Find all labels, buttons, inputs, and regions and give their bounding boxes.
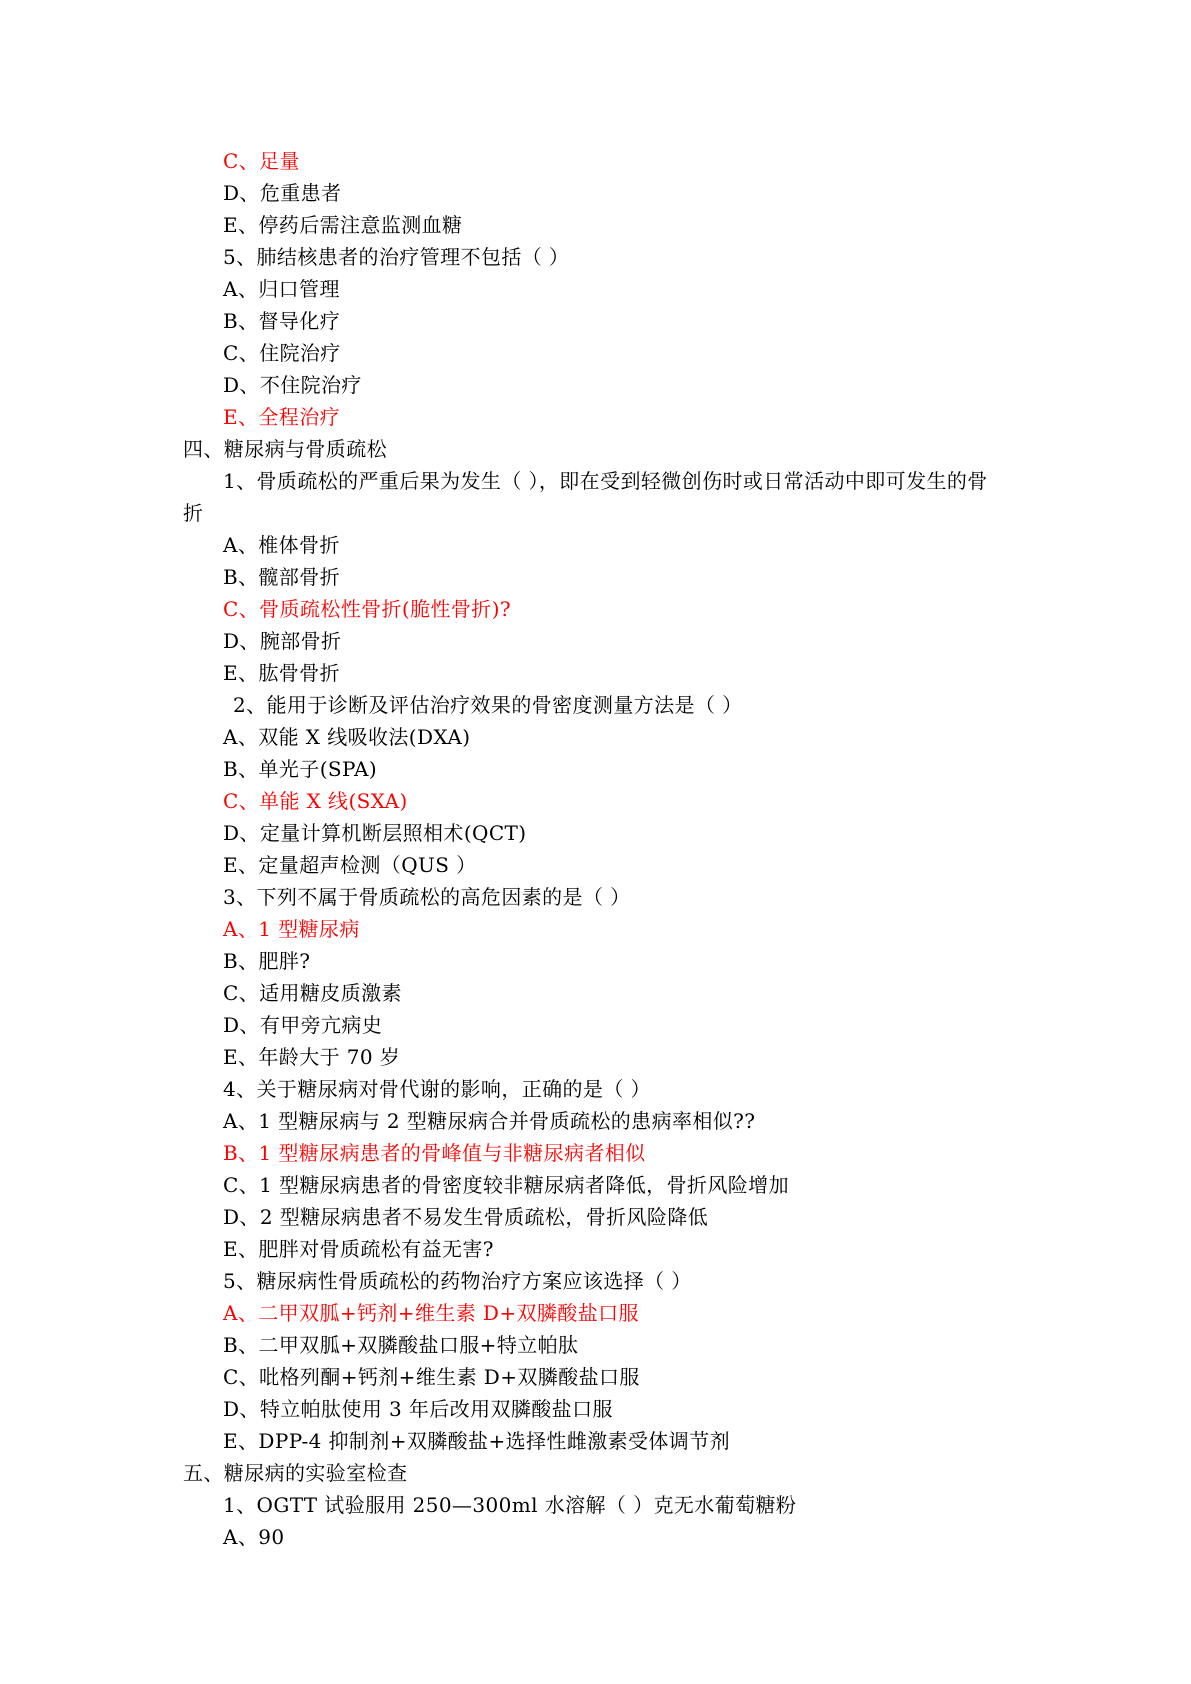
option-line: C、住院治疗 — [223, 341, 341, 365]
option-line: E、DPP-4 抑制剂+双膦酸盐+选择性雌激素受体调节剂 — [223, 1429, 731, 1453]
option-line: E、肥胖对骨质疏松有益无害? — [223, 1237, 494, 1261]
option-line: D、特立帕肽使用 3 年后改用双膦酸盐口服 — [223, 1397, 613, 1421]
option-line: E、停药后需注意监测血糖 — [223, 213, 463, 237]
option-line: A、双能 X 线吸收法(DXA) — [223, 725, 471, 749]
option-line: D、有甲旁亢病史 — [223, 1013, 383, 1037]
option-line: B、单光子(SPA) — [223, 757, 378, 781]
question-line: 5、肺结核患者的治疗管理不包括（ ） — [223, 245, 570, 269]
option-line: A、二甲双胍+钙剂+维生素 D+双膦酸盐口服 — [223, 1301, 639, 1325]
option-line: B、督导化疗 — [223, 309, 341, 333]
option-line: D、不住院治疗 — [223, 373, 362, 397]
section-heading: 四、糖尿病与骨质疏松 — [183, 437, 387, 461]
option-line: A、椎体骨折 — [223, 533, 340, 557]
option-line: A、1 型糖尿病 — [223, 917, 360, 941]
option-line: B、1 型糖尿病患者的骨峰值与非糖尿病者相似 — [223, 1141, 646, 1165]
option-line: D、危重患者 — [223, 181, 342, 205]
option-line: E、年龄大于 70 岁 — [223, 1045, 401, 1069]
option-line: E、全程治疗 — [223, 405, 340, 429]
question-line: 2、能用于诊断及评估治疗效果的骨密度测量方法是（ ） — [233, 693, 743, 717]
question-line: 5、糖尿病性骨质疏松的药物治疗方案应该选择（ ） — [223, 1269, 692, 1293]
option-line: C、足量 — [223, 149, 300, 173]
option-line: E、定量超声检测（QUS ） — [223, 853, 477, 877]
option-line: A、1 型糖尿病与 2 型糖尿病合并骨质疏松的患病率相似?? — [223, 1109, 756, 1133]
option-line: C、吡格列酮+钙剂+维生素 D+双膦酸盐口服 — [223, 1365, 640, 1389]
option-line: C、单能 X 线(SXA) — [223, 789, 408, 813]
option-line: D、2 型糖尿病患者不易发生骨质疏松，骨折风险降低 — [223, 1205, 709, 1229]
option-line: E、肱骨骨折 — [223, 661, 340, 685]
option-line: A、归口管理 — [223, 277, 340, 301]
option-line: C、骨质疏松性骨折(脆性骨折)? — [223, 597, 512, 621]
option-line: C、1 型糖尿病患者的骨密度较非糖尿病者降低，骨折风险增加 — [223, 1173, 789, 1197]
option-line: D、定量计算机断层照相术(QCT) — [223, 821, 527, 845]
option-line: C、适用糖皮质激素 — [223, 981, 402, 1005]
question-continuation: 折 — [183, 501, 204, 525]
question-line: 1、OGTT 试验服用 250—300ml 水溶解（ ）克无水葡萄糖粉 — [223, 1493, 797, 1517]
option-line: D、腕部骨折 — [223, 629, 342, 653]
question-line: 4、关于糖尿病对骨代谢的影响，正确的是（ ） — [223, 1077, 651, 1101]
section-heading: 五、糖尿病的实验室检查 — [183, 1461, 408, 1485]
question-line: 1、骨质疏松的严重后果为发生（ ），即在受到轻微创伤时或日常活动中即可发生的骨 — [223, 469, 988, 493]
option-line: A、90 — [223, 1525, 285, 1549]
option-line: B、肥胖? — [223, 949, 311, 973]
question-line: 3、下列不属于骨质疏松的高危因素的是（ ） — [223, 885, 631, 909]
option-line: B、二甲双胍+双膦酸盐口服+特立帕肽 — [223, 1333, 579, 1357]
option-line: B、髋部骨折 — [223, 565, 341, 589]
